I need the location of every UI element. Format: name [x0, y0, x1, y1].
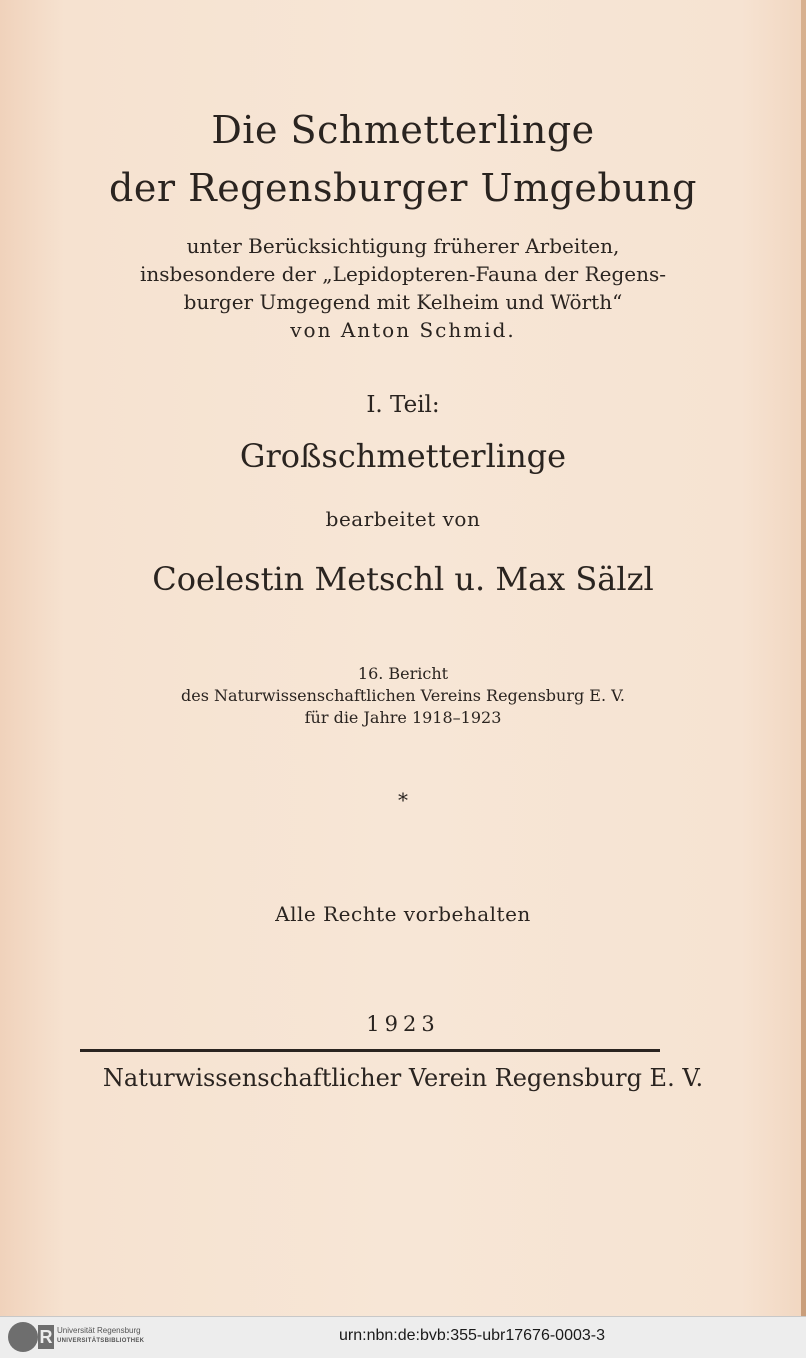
- university-logo-text: [57, 1326, 144, 1346]
- part-label: I. Teil:: [366, 392, 440, 418]
- subtitle-line-4: von Anton Schmid.: [290, 318, 516, 342]
- subtitle-line-1: unter Berücksichtigung früherer Arbeiten,: [186, 234, 620, 258]
- publication-year: 1923: [366, 1012, 440, 1036]
- divider-rule: [80, 1049, 660, 1052]
- publisher-name: Naturwissenschaftlicher Verein Regensburg E. V.: [102, 1064, 704, 1092]
- logo-name-line-1: Universität Regensburg: [57, 1326, 141, 1335]
- ornament-asterisk: *: [398, 788, 408, 812]
- editors-intro: bearbeitet von: [325, 507, 481, 531]
- title-line-1: Die Schmetterlinge: [211, 108, 595, 152]
- report-line-3: für die Jahre 1918–1923: [304, 708, 502, 727]
- university-logo-icon: [8, 1322, 38, 1352]
- page-edge: [801, 0, 806, 1316]
- logo-name-line-2: UNIVERSITÄTSBIBLIOTHEK: [57, 1338, 145, 1344]
- footer-bar: [0, 1316, 806, 1358]
- editors-names: Coelestin Metschl u. Max Sälzl: [152, 560, 654, 598]
- part-name: Großschmetterlinge: [239, 437, 567, 475]
- title-line-2: der Regensburger Umgebung: [109, 166, 697, 210]
- rights-notice: Alle Rechte vorbehalten: [275, 902, 531, 926]
- university-logo-letter: R: [39, 1327, 53, 1347]
- urn-identifier: urn:nbn:de:bvb:355-ubr17676-0003-3: [339, 1327, 605, 1344]
- report-line-2: des Naturwissenschaftlichen Vereins Regensburg E. V.: [180, 686, 625, 705]
- report-line-1: 16. Bericht: [357, 664, 449, 683]
- subtitle-line-2: insbesondere der „Lepidopteren-Fauna der Regens-: [139, 262, 667, 286]
- subtitle-line-3: burger Umgegend mit Kelheim und Wörth“: [183, 290, 623, 314]
